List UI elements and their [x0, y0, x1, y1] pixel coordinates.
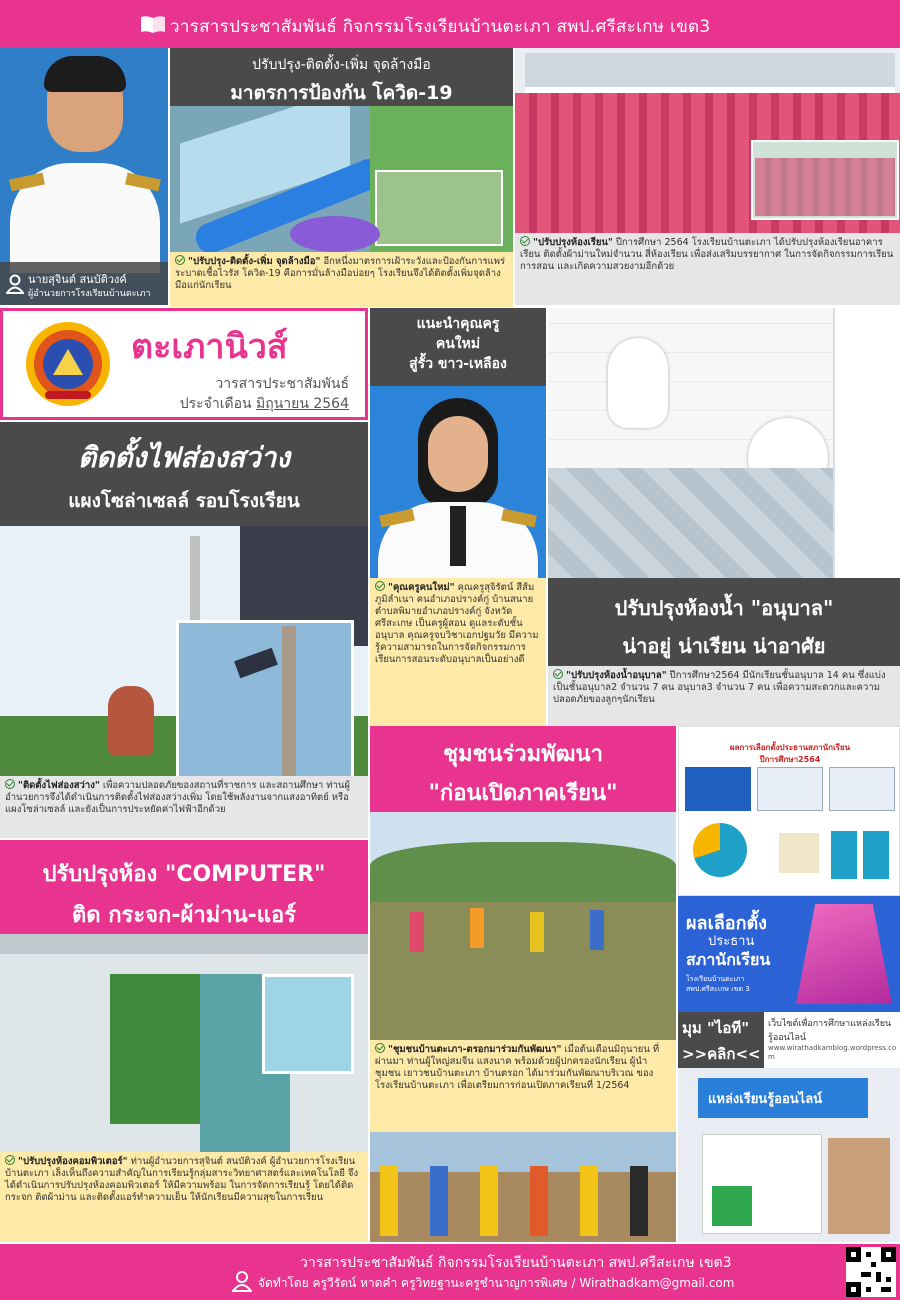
computer-title-2: ติด กระจก-ผ้าม่าน-แอร์ [71, 903, 296, 928]
new-teacher-photo [370, 386, 546, 578]
check-icon [553, 669, 563, 679]
restroom-caption-body: ปีการศึกษา2564 มีนักเรียนชั้นอนุบาล 14 คน ซึ่งแบ่งเป็นชั้นอนุบาล2 จำนวน 7 คน อนุบาล3 จำนวน 7 คน เพื่อความสะดวกและความปลอดภัยของลูกๆนักเรียน [553, 670, 886, 705]
masthead-sub1: วารสารประชาสัมพันธ์ [215, 376, 349, 392]
new-teacher-caption [370, 578, 546, 726]
handwash-title-box [170, 48, 513, 106]
solar-title-2: แผงโซล่าเซลล์ รอบโรงเรียน [68, 490, 300, 512]
it-corner-title [678, 1012, 764, 1068]
masthead-name: ตะเภานิวส์ [131, 327, 288, 367]
restroom-title-2: น่าอยู่ น่าเรียน น่าอาศัย [622, 634, 826, 658]
election-card [678, 726, 900, 896]
community-caption [370, 1040, 676, 1132]
header-title: วารสารประชาสัมพันธ์ กิจกรรมโรงเรียนบ้านตะเภา สพป.ศรีสะเกษ เขต3 [170, 17, 711, 37]
community-title-box [370, 726, 676, 812]
user-icon [6, 274, 24, 298]
handwash-caption-body: อีกหนึ่งมาตรการเฝ้าระวังและป้องกันการแพร่ระบาดเชื้อไวรัส โควิด-19 คือการมั่นล้างมือบ่อยๆ โรงเรียนจึงได้ติดตั้งเพิ่มจุดล้างมือแก่นักเรียน [175, 256, 506, 291]
solar-caption-body: เพื่อความปลอดภัยของสถานที่ราชการ และสถานศึกษา ท่านผู้อำนวยการจึงได้ดำเนินการติดตั้งไฟส่องสว่างเพิ่ม โดยใช้พลังงานจากแสงอาทิตย์ หรือแผงโซล่าเซลล์ และยังเป็นการประหยัดค่าไฟฟ้าอีกด้วย [5, 780, 350, 815]
computer-caption-body: ท่านผู้อำนวยการสุจินต์ สนบัติวงค์ ผู้อำนวยการโรงเรียนบ้านตะเภา เล็งเห็นถึงความสำคัญในการเรียนรู้กลุ่มสาระวิทยาศาสตร์และเทคโนโลยี จึงได้ดำเนินการปรับปรุงห้องคอมพิวเตอร์ ให้มีความพร้อม ในการจัดการเรียนรู้ โดยได้ติดกระจก ติดผ้าม่าน และติดตั้งแอร์ทำความเย็น ให้นักเรียนมีความสุขในการเรียน [5, 1156, 359, 1203]
footer-line-1: วารสารประชาสัมพันธ์ กิจกรรมโรงเรียนบ้านตะเภา สพป.ศรีสะเกษ เขต3 [300, 1255, 732, 1271]
solar-title-box [0, 422, 368, 526]
new-teacher-title: แนะนำคุณครู คนใหม่ สู่รั้ว ขาว-เหลือง [409, 316, 507, 372]
new-teacher-title-box [370, 308, 546, 386]
it-corner-box [678, 1012, 900, 1068]
classroom-caption-body: ปีการศึกษา 2564 โรงเรียนบ้านตะเภา ได้ปรับปรุงห้องเรียนอาคารเรียน ติดตั้งผ้าม่านใหม่จำนวน สี่ห้องเรียน เพื่อส่งเสริมบรรยากาศ ในการจัดกิจกรรมการเรียนการสอน และเกิดความสวยงามอีกด้วย [520, 237, 894, 272]
community-title-1: ชุมชนร่วมพัฒนา [443, 742, 603, 767]
it-corner-url[interactable]: www.wirathadkamblog.wordpress.com [768, 1044, 897, 1061]
community-caption-head: "ชุมชนบ้านตะเภา-ตรอกมาร่วมกันพัฒนา" [388, 1044, 562, 1055]
handwash-photo [170, 106, 513, 252]
solar-title-1: ติดตั้งไฟส่องสว่าง [78, 441, 290, 474]
director-name: นายสุจินต์ สนบัติวงค์ [28, 273, 127, 286]
it-corner-screenshot [678, 1068, 900, 1242]
it-corner-desc-2: รู้ออนไลน์ [768, 1033, 806, 1043]
check-icon [5, 1155, 15, 1165]
restroom-title-box [548, 578, 900, 666]
school-logo [23, 319, 113, 409]
election-poster-2: ประธาน [708, 934, 755, 949]
it-corner-title-b[interactable]: >>คลิก<< [682, 1045, 761, 1063]
computer-title-box [0, 840, 368, 934]
computer-title-1: ปรับปรุงห้อง "COMPUTER" [42, 862, 326, 887]
it-corner-title-a: มุม "ไอที" [682, 1019, 750, 1037]
community-title-2: "ก่อนเปิดภาคเรียน" [428, 781, 618, 806]
classroom-photo [515, 48, 900, 233]
check-icon [375, 581, 385, 591]
check-icon [5, 779, 15, 789]
restroom-title-1: ปรับปรุงห้องน้ำ "อนุบาล" [614, 596, 834, 620]
computer-caption-head: "ปรับปรุงห้องคอมพิวเตอร์" [18, 1156, 128, 1167]
solar-caption-head: "ติดตั้งไฟส่องสว่าง" [18, 780, 100, 791]
masthead-month: มิถุนายน 2564 [256, 396, 349, 412]
it-corner-desc-1: เว็บไซต์เพื่อการศึกษาแหล่งเรียน [768, 1019, 892, 1029]
it-corner-banner: แหล่งเรียนรู้ออนไลน์ [708, 1092, 823, 1107]
election-poster-1: ผลเลือกตั้ง [686, 913, 767, 934]
director-role: ผู้อำนวยการโรงเรียนบ้านตะเภา [28, 289, 151, 299]
qr-code-icon[interactable] [846, 1247, 896, 1297]
election-card-title: ผลการเลือกตั้งประธานสภานักเรียน [729, 743, 851, 752]
pie-graphic [693, 823, 747, 877]
solar-caption [0, 776, 368, 838]
restroom-photo [548, 308, 900, 578]
election-card-year: ปีการศึกษา2564 [759, 755, 821, 764]
header-bar [0, 0, 900, 48]
solar-photo [0, 526, 368, 776]
classroom-caption-head: "ปรับปรุงห้องเรียน" [533, 237, 613, 248]
community-photo [370, 812, 676, 1040]
handwash-title-2: มาตรการป้องกัน โควิด-19 [230, 82, 453, 104]
new-teacher-caption-body: คุณครูสุจิรัตน์ สีส้ม ภูมิลำเนา คนอำเภอปรางค์กู่ บ้านสนาย ตำบลพิมายอำเภอปรางค์กู่ จังหวัดศรีสะเกษ เป็นครูผู้สอน ดูแลระดับชั้นอนุบาล คุณครูจบวิชาเอกปฐมวัย มีความรู้ความสามารถในการจัดกิจกรรมการเรียนการสอนระดับอนุบาลเป็นอย่างดี [375, 582, 539, 665]
election-poster-small-1: โรงเรียนบ้านตะเภา [686, 975, 745, 983]
new-teacher-caption-head: "คุณครูคนใหม่" [388, 582, 455, 593]
classroom-caption [515, 233, 900, 305]
computer-caption [0, 1152, 368, 1242]
footer-line-2[interactable]: จัดทำโดย ครูวีรัตน์ หาดคำ ครูวิทยฐานะครูชำนาญการพิเศษ / Wirathadkam@gmail.com [258, 1276, 735, 1290]
check-icon [520, 236, 530, 246]
masthead-sub2-prefix: ประจำเดือน [179, 396, 256, 412]
handwash-caption [170, 252, 513, 307]
footer-bar [0, 1244, 900, 1300]
handwash-title-1: ปรับปรุง-ติดตั้ง-เพิ่ม จุดล้างมือ [252, 57, 431, 73]
book-icon [140, 14, 166, 34]
election-poster-small-2: สพป.ศรีสะเกษ เขต 3 [686, 985, 750, 993]
user-icon [232, 1270, 252, 1296]
restroom-caption-head: "ปรับปรุงห้องน้ำอนุบาล" [566, 670, 667, 681]
restroom-caption [548, 666, 900, 726]
community-caption-body: เมื่อต้นเดือนมิถุนายน ที่ผ่านมา ท่านผู้ใหญ่สมจีน แสงนาค พร้อมด้วยผู้ปกครองนักเรียน ผู้นำชุมชน เยาวชนบ้านตะเภา บ้านตรอก ได้มาร่วมกันพัฒนาบริเวณ ของโรงเรียนบ้านตะเภา เพื่อเตรียมการก่อนเปิดภาคเรียนที่ 1/2564 [375, 1044, 660, 1091]
director-caption [0, 262, 168, 305]
check-icon [175, 255, 185, 265]
election-poster [678, 896, 900, 1012]
check-icon [375, 1043, 385, 1053]
community-photo-2 [370, 1132, 676, 1242]
handwash-caption-head: "ปรับปรุง-ติดตั้ง-เพิ่ม จุดล้างมือ" [188, 256, 321, 267]
masthead [0, 308, 368, 420]
election-poster-3: สภานักเรียน [686, 950, 771, 969]
computer-photo [0, 934, 368, 1152]
